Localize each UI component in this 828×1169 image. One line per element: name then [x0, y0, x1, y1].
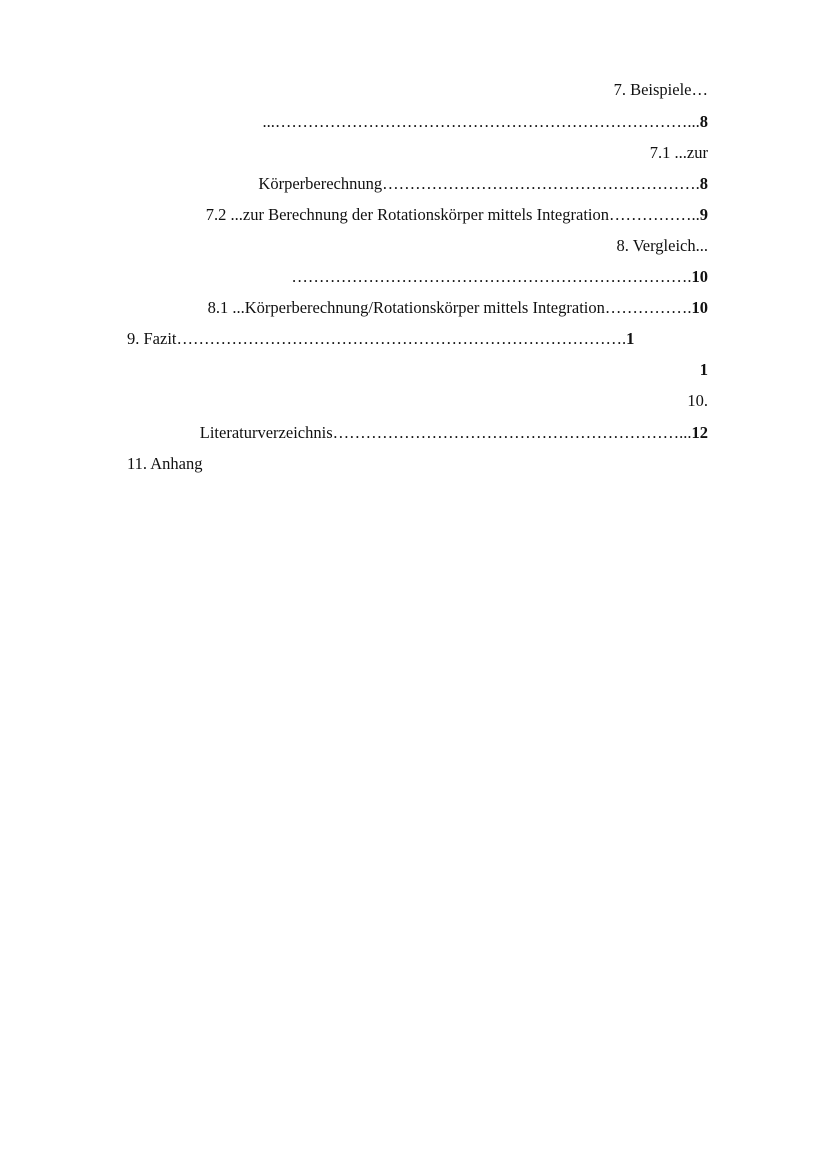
toc-page-number: 8: [699, 112, 708, 131]
toc-page-number: 1: [626, 329, 635, 348]
toc-entry-7: [614, 80, 708, 100]
toc-entry-9-title: 9. Fazit: [127, 329, 177, 348]
toc-entry-9: [127, 329, 634, 349]
toc-entry-8: [617, 236, 709, 256]
toc-page-number: 10: [691, 267, 708, 286]
toc-entry-7-1: [650, 143, 708, 163]
toc-page-number: 8: [699, 174, 708, 193]
toc-leader-dots: ………………………………………………….: [382, 174, 700, 193]
toc-page-number: 12: [691, 423, 708, 442]
toc-entry-10: [687, 391, 708, 411]
toc-entry-8-leader: [291, 267, 708, 287]
toc-page-number: 10: [691, 298, 708, 317]
toc-page-number: 9: [699, 205, 708, 224]
toc-leader-dots: …………….: [604, 298, 692, 317]
toc-entry-10-title: Literaturverzeichnis: [199, 423, 333, 442]
toc-leader-dots: ……………..: [609, 205, 700, 224]
toc-leader-dots: ……………………………………………………………….: [291, 267, 692, 286]
toc-entry-7-1-title: 7.1 ...zur: [649, 143, 708, 162]
toc-leader-dots: ...…………………………………………………………………...: [262, 112, 700, 131]
toc-entry-10-number: 10.: [687, 391, 708, 410]
toc-leader-dots: ………………………………………………………...: [332, 423, 692, 442]
toc-entry-9-page-wrap: [700, 360, 708, 380]
toc-entry-11: [127, 454, 202, 474]
toc-entry-8-1: [208, 298, 708, 318]
toc-entry-7-2: [206, 205, 708, 225]
toc-page-number: 1: [699, 360, 708, 379]
toc-entry-10-title-line: [200, 423, 708, 443]
toc-leader-dots: ……………………………………………………………………….: [176, 329, 627, 348]
toc-entry-8-1-title: 8.1 ...Körperberechnung/Rotationskörper mittels Integration: [207, 298, 605, 317]
toc-entry-8-title: 8. Vergleich...: [616, 236, 708, 255]
toc-entry-7-leader: [263, 112, 709, 132]
toc-entry-7-title: 7. Beispiele…: [613, 80, 708, 99]
toc-entry-7-1-cont: [258, 174, 708, 194]
toc-entry-11-title: 11. Anhang: [127, 454, 203, 473]
toc-entry-7-2-title: 7.2 ...zur Berechnung der Rotationskörper mittels Integration: [205, 205, 609, 224]
toc-entry-7-1-title-cont: Körperberechnung: [258, 174, 383, 193]
